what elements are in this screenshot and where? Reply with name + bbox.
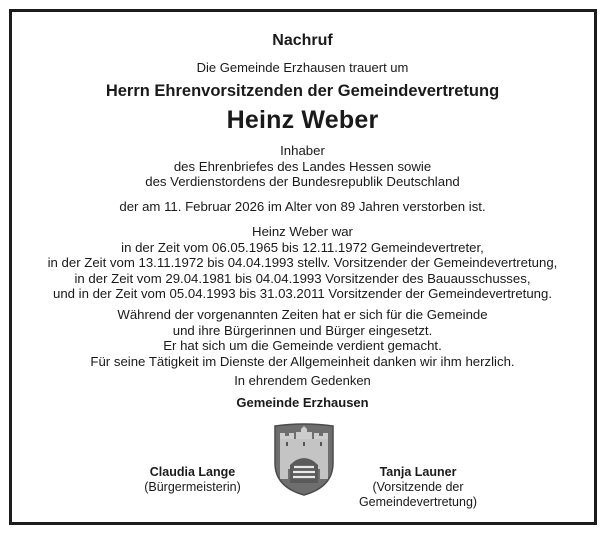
signoff-municipality: Gemeinde Erzhausen bbox=[236, 395, 369, 410]
signatory-name: Claudia Lange bbox=[149, 465, 236, 479]
tribute-line: und ihre Bürgerinnen und Bürger eingesetzt. bbox=[172, 322, 433, 338]
career-line: in der Zeit vom 13.11.1972 bis 04.04.1993 stellv. Vorsitzender der Gemeindevertretung, bbox=[47, 255, 558, 270]
signatory-name: Tanja Launer bbox=[379, 465, 457, 479]
career-line: in der Zeit vom 06.05.1965 bis 12.11.1972 Gemeindevertreter, bbox=[121, 239, 484, 255]
tribute-line: Während der vorgenannten Zeiten hat er sich für die Gemeinde bbox=[117, 307, 488, 322]
deceased-name: Heinz Weber bbox=[226, 106, 379, 134]
death-statement: der am 11. Februar 2026 im Alter von 89 Jahren verstorben ist. bbox=[119, 199, 486, 214]
tribute-block bbox=[0, 307, 605, 369]
signatory-role: (Bürgermeisterin) bbox=[144, 480, 241, 494]
awards-block bbox=[0, 143, 605, 190]
notice-intro: Die Gemeinde Erzhausen trauert um bbox=[196, 60, 409, 75]
signature-council-chair bbox=[343, 465, 493, 510]
coat-of-arms-icon bbox=[272, 423, 336, 497]
tribute-line: Er hat sich um die Gemeinde verdient gemacht. bbox=[163, 338, 442, 353]
tribute-line: Für seine Tätigkeit im Dienste der Allgemeinheit danken wir ihm herzlich. bbox=[90, 353, 515, 369]
awards-line: Inhaber bbox=[280, 143, 325, 158]
awards-line: des Ehrenbriefes des Landes Hessen sowie bbox=[173, 158, 432, 174]
career-line: in der Zeit vom 29.04.1981 bis 04.04.1993 Vorsitzender des Bauausschusses, bbox=[74, 270, 531, 286]
career-line: Heinz Weber war bbox=[252, 224, 353, 239]
signature-mayor bbox=[120, 465, 265, 495]
signatory-role: (Vorsitzende der bbox=[372, 480, 464, 494]
notice-title: Nachruf bbox=[272, 32, 333, 49]
career-block bbox=[0, 224, 605, 302]
signatory-role: Gemeindevertretung) bbox=[358, 495, 478, 509]
awards-line: des Verdienstordens der Bundesrepublik Deutschland bbox=[145, 174, 460, 189]
career-line: und in der Zeit vom 05.04.1993 bis 31.03.2011 Vorsitzender der Gemeindevertretung. bbox=[53, 286, 552, 301]
memory-line: In ehrendem Gedenken bbox=[234, 373, 371, 388]
honorific-title: Herrn Ehrenvorsitzenden der Gemeindevertretung bbox=[105, 82, 500, 100]
